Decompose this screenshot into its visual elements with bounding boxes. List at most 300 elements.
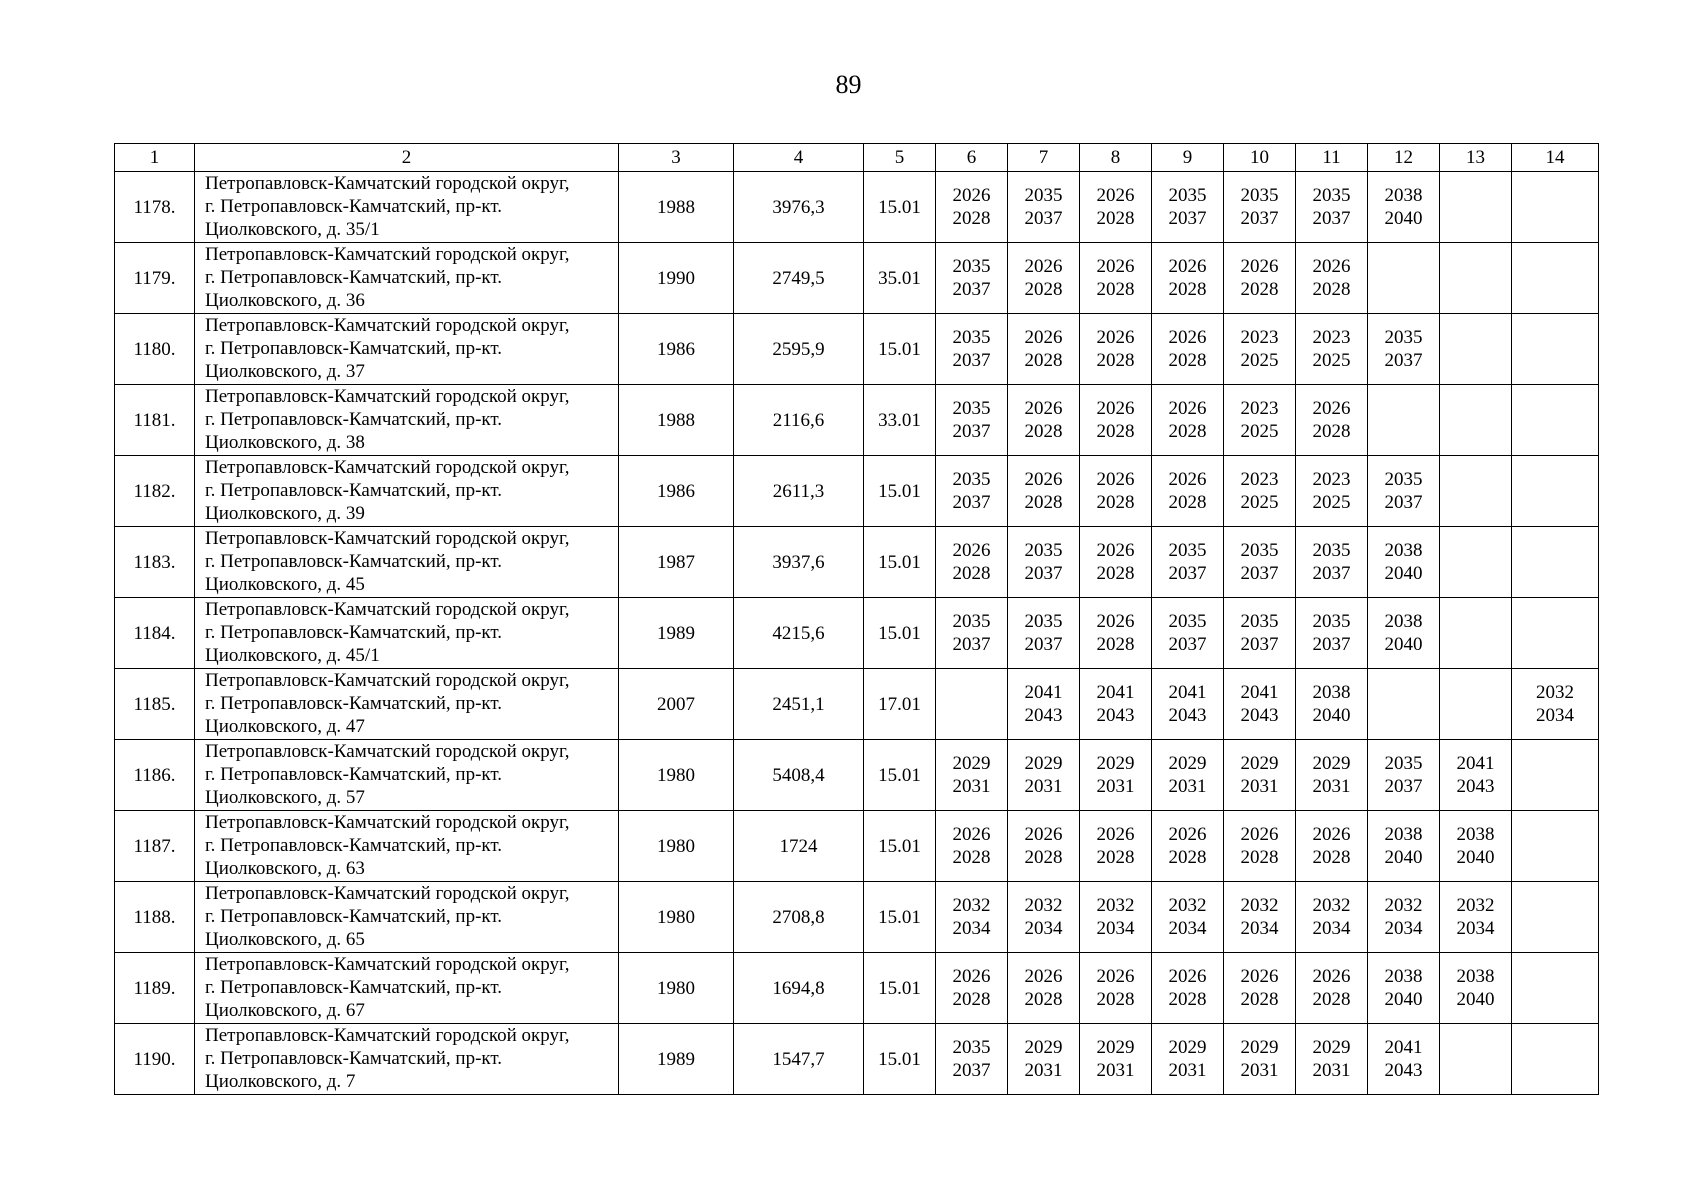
address-line: Петропавловск-Камчатский городской округ, (205, 315, 570, 336)
period-year: 2037 (1384, 776, 1423, 797)
period-cell-col-10 (1224, 953, 1296, 1024)
period-cell-col-12 (1368, 456, 1440, 527)
table-row (115, 314, 1599, 385)
year-built-cell: 1980 (619, 882, 734, 953)
code-cell: 15.01 (864, 598, 936, 669)
period-year: 2026 (1312, 966, 1351, 987)
period-year: 2026 (1096, 469, 1135, 490)
period-year: 2026 (1168, 824, 1207, 845)
period-cell-col-11 (1296, 953, 1368, 1024)
period-year: 2026 (1312, 398, 1351, 419)
period-year: 2034 (1312, 918, 1351, 939)
period-year: 2037 (1312, 208, 1351, 229)
period-year: 2025 (1240, 421, 1279, 442)
period-year: 2034 (1096, 918, 1135, 939)
period-cell-col-14 (1512, 740, 1599, 811)
period-cell-col-9 (1152, 172, 1224, 243)
period-year: 2035 (1168, 611, 1207, 632)
period-cell-col-7 (1008, 456, 1080, 527)
period-year: 2031 (1168, 1060, 1207, 1081)
period-cell-col-12 (1368, 953, 1440, 1024)
area-cell: 3937,6 (734, 527, 864, 598)
period-year: 2031 (1312, 776, 1351, 797)
period-year: 2037 (1024, 208, 1063, 229)
period-year: 2037 (1240, 563, 1279, 584)
code-cell: 15.01 (864, 172, 936, 243)
period-year: 2028 (1024, 421, 1063, 442)
period-year: 2040 (1312, 705, 1351, 726)
period-cell-col-10 (1224, 172, 1296, 243)
period-cell-col-10 (1224, 811, 1296, 882)
period-cell-col-8 (1080, 669, 1152, 740)
period-cell-col-8 (1080, 243, 1152, 314)
period-year: 2029 (1240, 753, 1279, 774)
code-cell: 35.01 (864, 243, 936, 314)
period-year: 2028 (1240, 279, 1279, 300)
area-cell: 5408,4 (734, 740, 864, 811)
page-number: 89 (835, 70, 862, 99)
period-year: 2028 (1312, 847, 1351, 868)
period-year: 2023 (1240, 398, 1279, 419)
period-year: 2043 (1384, 1060, 1423, 1081)
address-line: Циолковского, д. 39 (205, 503, 365, 524)
period-year: 2035 (952, 611, 991, 632)
period-cell-col-11 (1296, 527, 1368, 598)
housing-registry-table (114, 143, 1599, 1095)
column-header-9: 9 (1152, 144, 1224, 172)
period-cell-col-14 (1512, 172, 1599, 243)
period-year: 2028 (1096, 492, 1135, 513)
period-year: 2035 (1024, 540, 1063, 561)
period-year: 2026 (1168, 398, 1207, 419)
period-year: 2037 (952, 634, 991, 655)
period-year: 2026 (1240, 824, 1279, 845)
period-year: 2028 (1096, 634, 1135, 655)
period-year: 2038 (1384, 824, 1423, 845)
period-year: 2031 (952, 776, 991, 797)
period-cell-col-7 (1008, 882, 1080, 953)
period-year: 2035 (1024, 185, 1063, 206)
period-cell-col-10 (1224, 1024, 1296, 1095)
year-built-cell: 1986 (619, 314, 734, 385)
period-year: 2028 (1024, 279, 1063, 300)
address-line: Петропавловск-Камчатский городской округ, (205, 173, 570, 194)
period-cell-col-6 (936, 243, 1008, 314)
period-cell-col-11 (1296, 385, 1368, 456)
period-cell-col-7 (1008, 811, 1080, 882)
period-year: 2037 (1384, 492, 1423, 513)
period-year: 2026 (1240, 966, 1279, 987)
area-cell: 2708,8 (734, 882, 864, 953)
period-year: 2026 (1096, 327, 1135, 348)
area-cell: 2116,6 (734, 385, 864, 456)
address-cell (195, 243, 619, 314)
period-year: 2032 (1024, 895, 1063, 916)
period-cell-col-6 (936, 172, 1008, 243)
address-line: Петропавловск-Камчатский городской округ, (205, 670, 570, 691)
period-cell-col-11 (1296, 1024, 1368, 1095)
row-number-cell: 1181. (115, 385, 195, 456)
period-cell-col-10 (1224, 669, 1296, 740)
period-year: 2026 (1096, 966, 1135, 987)
column-header-4: 4 (734, 144, 864, 172)
period-cell-col-13 (1440, 456, 1512, 527)
period-cell-col-7 (1008, 243, 1080, 314)
period-year: 2040 (1456, 989, 1495, 1010)
period-year: 2040 (1456, 847, 1495, 868)
period-year: 2041 (1168, 682, 1207, 703)
period-year: 2043 (1240, 705, 1279, 726)
period-year: 2035 (1312, 185, 1351, 206)
address-line: Петропавловск-Камчатский городской округ, (205, 1025, 570, 1046)
period-year: 2034 (1024, 918, 1063, 939)
row-number-cell: 1186. (115, 740, 195, 811)
row-number-cell: 1182. (115, 456, 195, 527)
area-cell: 4215,6 (734, 598, 864, 669)
period-year: 2026 (1096, 540, 1135, 561)
table-row (115, 456, 1599, 527)
period-cell-col-8 (1080, 882, 1152, 953)
code-cell: 15.01 (864, 811, 936, 882)
period-cell-col-13 (1440, 527, 1512, 598)
period-year: 2034 (1240, 918, 1279, 939)
period-cell-col-14 (1512, 385, 1599, 456)
code-cell: 15.01 (864, 527, 936, 598)
period-year: 2026 (1168, 966, 1207, 987)
period-year: 2034 (952, 918, 991, 939)
address-line: Циолковского, д. 57 (205, 787, 365, 808)
period-year: 2028 (1312, 279, 1351, 300)
period-year: 2035 (952, 469, 991, 490)
period-cell-col-9 (1152, 385, 1224, 456)
period-year: 2028 (1240, 989, 1279, 1010)
code-cell: 15.01 (864, 953, 936, 1024)
table-row (115, 882, 1599, 953)
period-cell-col-11 (1296, 456, 1368, 527)
period-year: 2025 (1240, 492, 1279, 513)
period-cell-col-12 (1368, 811, 1440, 882)
period-year: 2035 (1312, 611, 1351, 632)
period-year: 2028 (952, 208, 991, 229)
period-year: 2037 (1168, 634, 1207, 655)
period-cell-col-9 (1152, 598, 1224, 669)
row-number-cell: 1180. (115, 314, 195, 385)
row-number-cell: 1184. (115, 598, 195, 669)
area-cell: 1724 (734, 811, 864, 882)
period-cell-col-6 (936, 669, 1008, 740)
period-year: 2043 (1168, 705, 1207, 726)
period-year: 2037 (1168, 563, 1207, 584)
table-header (115, 144, 1599, 172)
address-cell (195, 669, 619, 740)
period-cell-col-7 (1008, 740, 1080, 811)
address-cell (195, 882, 619, 953)
period-year: 2025 (1312, 350, 1351, 371)
address-cell (195, 953, 619, 1024)
period-year: 2026 (1096, 824, 1135, 845)
period-year: 2023 (1312, 327, 1351, 348)
period-cell-col-10 (1224, 598, 1296, 669)
table-row (115, 243, 1599, 314)
period-cell-col-9 (1152, 314, 1224, 385)
period-cell-col-14 (1512, 456, 1599, 527)
address-line: Циолковского, д. 37 (205, 361, 365, 382)
period-year: 2035 (952, 256, 991, 277)
address-line: г. Петропавловск-Камчатский, пр-кт. (205, 267, 503, 288)
period-cell-col-11 (1296, 811, 1368, 882)
address-line: Петропавловск-Камчатский городской округ, (205, 528, 570, 549)
period-cell-col-12 (1368, 669, 1440, 740)
period-cell-col-12 (1368, 882, 1440, 953)
table-row (115, 385, 1599, 456)
row-number-cell: 1179. (115, 243, 195, 314)
period-year: 2028 (1168, 350, 1207, 371)
period-year: 2037 (1384, 350, 1423, 371)
period-year: 2038 (1456, 966, 1495, 987)
period-cell-col-12 (1368, 314, 1440, 385)
period-year: 2026 (1240, 256, 1279, 277)
period-cell-col-6 (936, 456, 1008, 527)
table-row (115, 172, 1599, 243)
period-cell-col-12 (1368, 740, 1440, 811)
period-year: 2034 (1384, 918, 1423, 939)
period-year: 2038 (1312, 682, 1351, 703)
address-line: г. Петропавловск-Камчатский, пр-кт. (205, 196, 503, 217)
year-built-cell: 1989 (619, 1024, 734, 1095)
period-year: 2041 (1096, 682, 1135, 703)
area-cell: 1547,7 (734, 1024, 864, 1095)
period-cell-col-14 (1512, 953, 1599, 1024)
period-cell-col-14 (1512, 243, 1599, 314)
period-year: 2028 (952, 847, 991, 868)
period-cell-col-8 (1080, 527, 1152, 598)
period-year: 2040 (1384, 634, 1423, 655)
period-cell-col-8 (1080, 740, 1152, 811)
period-year: 2028 (1168, 847, 1207, 868)
period-year: 2028 (1024, 492, 1063, 513)
period-cell-col-11 (1296, 882, 1368, 953)
period-year: 2026 (1168, 469, 1207, 490)
period-cell-col-10 (1224, 243, 1296, 314)
column-header-7: 7 (1008, 144, 1080, 172)
period-year: 2028 (952, 563, 991, 584)
year-built-cell: 1988 (619, 385, 734, 456)
period-year: 2035 (952, 1037, 991, 1058)
period-year: 2038 (1384, 611, 1423, 632)
area-cell: 2451,1 (734, 669, 864, 740)
period-cell-col-10 (1224, 385, 1296, 456)
period-year: 2029 (1168, 1037, 1207, 1058)
period-year: 2040 (1384, 989, 1423, 1010)
address-line: г. Петропавловск-Камчатский, пр-кт. (205, 338, 503, 359)
period-year: 2031 (1096, 776, 1135, 797)
period-year: 2038 (1384, 540, 1423, 561)
period-year: 2032 (1168, 895, 1207, 916)
column-header-3: 3 (619, 144, 734, 172)
period-year: 2038 (1384, 185, 1423, 206)
period-year: 2037 (952, 492, 991, 513)
period-cell-col-10 (1224, 882, 1296, 953)
period-year: 2034 (1536, 705, 1574, 726)
period-year: 2038 (1384, 966, 1423, 987)
period-year: 2031 (1312, 1060, 1351, 1081)
period-year: 2026 (1024, 398, 1063, 419)
period-cell-col-13 (1440, 243, 1512, 314)
period-cell-col-8 (1080, 811, 1152, 882)
period-year: 2028 (1168, 421, 1207, 442)
period-year: 2032 (1096, 895, 1135, 916)
period-year: 2028 (1096, 421, 1135, 442)
period-year: 2035 (1240, 185, 1279, 206)
code-cell: 15.01 (864, 1024, 936, 1095)
period-year: 2028 (1096, 563, 1135, 584)
address-line: Петропавловск-Камчатский городской округ, (205, 812, 570, 833)
period-cell-col-9 (1152, 669, 1224, 740)
period-year: 2029 (1024, 753, 1063, 774)
period-year: 2035 (952, 327, 991, 348)
period-year: 2025 (1240, 350, 1279, 371)
address-cell (195, 811, 619, 882)
period-year: 2032 (952, 895, 991, 916)
period-year: 2029 (1312, 753, 1351, 774)
year-built-cell: 1980 (619, 811, 734, 882)
period-year: 2026 (952, 185, 991, 206)
address-line: Циолковского, д. 45 (205, 574, 365, 595)
period-cell-col-14 (1512, 527, 1599, 598)
table-row (115, 740, 1599, 811)
period-year: 2026 (1024, 256, 1063, 277)
period-year: 2040 (1384, 847, 1423, 868)
period-cell-col-11 (1296, 314, 1368, 385)
period-cell-col-14 (1512, 811, 1599, 882)
period-cell-col-9 (1152, 953, 1224, 1024)
period-cell-col-8 (1080, 456, 1152, 527)
address-cell (195, 527, 619, 598)
table-row (115, 811, 1599, 882)
period-year: 2026 (1024, 824, 1063, 845)
table-row (115, 598, 1599, 669)
period-year: 2028 (1096, 847, 1135, 868)
period-year: 2037 (1240, 634, 1279, 655)
period-year: 2028 (1312, 989, 1351, 1010)
row-number-cell: 1188. (115, 882, 195, 953)
period-cell-col-12 (1368, 1024, 1440, 1095)
period-cell-col-6 (936, 811, 1008, 882)
period-cell-col-10 (1224, 456, 1296, 527)
period-cell-col-8 (1080, 314, 1152, 385)
period-cell-col-6 (936, 385, 1008, 456)
table-row (115, 669, 1599, 740)
period-year: 2037 (1168, 208, 1207, 229)
period-year: 2026 (1312, 256, 1351, 277)
area-cell: 2749,5 (734, 243, 864, 314)
period-cell-col-9 (1152, 243, 1224, 314)
address-line: г. Петропавловск-Камчатский, пр-кт. (205, 764, 503, 785)
period-year: 2037 (1024, 634, 1063, 655)
address-line: г. Петропавловск-Камчатский, пр-кт. (205, 409, 503, 430)
period-year: 2037 (952, 350, 991, 371)
period-cell-col-7 (1008, 669, 1080, 740)
period-cell-col-8 (1080, 1024, 1152, 1095)
address-line: Петропавловск-Камчатский городской округ, (205, 386, 570, 407)
column-header-2: 2 (195, 144, 619, 172)
period-cell-col-13 (1440, 385, 1512, 456)
period-year: 2037 (1312, 634, 1351, 655)
row-number-cell: 1189. (115, 953, 195, 1024)
period-cell-col-13 (1440, 1024, 1512, 1095)
period-year: 2035 (952, 398, 991, 419)
period-year: 2037 (1024, 563, 1063, 584)
period-year: 2035 (1024, 611, 1063, 632)
period-year: 2035 (1384, 327, 1423, 348)
period-year: 2026 (952, 824, 991, 845)
address-line: г. Петропавловск-Камчатский, пр-кт. (205, 906, 503, 927)
period-year: 2026 (1024, 327, 1063, 348)
period-cell-col-11 (1296, 598, 1368, 669)
period-year: 2031 (1240, 1060, 1279, 1081)
period-cell-col-11 (1296, 669, 1368, 740)
period-cell-col-9 (1152, 882, 1224, 953)
period-cell-col-12 (1368, 385, 1440, 456)
period-cell-col-13 (1440, 314, 1512, 385)
period-year: 2035 (1240, 611, 1279, 632)
period-cell-col-7 (1008, 527, 1080, 598)
period-year: 2023 (1240, 469, 1279, 490)
address-line: г. Петропавловск-Камчатский, пр-кт. (205, 622, 503, 643)
period-year: 2041 (1024, 682, 1063, 703)
period-cell-col-9 (1152, 811, 1224, 882)
period-cell-col-12 (1368, 243, 1440, 314)
period-cell-col-10 (1224, 527, 1296, 598)
period-cell-col-6 (936, 598, 1008, 669)
table-row (115, 953, 1599, 1024)
period-year: 2035 (1312, 540, 1351, 561)
period-year: 2029 (1096, 1037, 1135, 1058)
address-line: Петропавловск-Камчатский городской округ, (205, 599, 570, 620)
period-year: 2032 (1536, 682, 1574, 703)
column-header-10: 10 (1224, 144, 1296, 172)
period-year: 2029 (1024, 1037, 1063, 1058)
address-line: Циолковского, д. 67 (205, 1000, 365, 1021)
address-line: г. Петропавловск-Камчатский, пр-кт. (205, 1048, 503, 1069)
period-year: 2035 (1168, 540, 1207, 561)
period-year: 2031 (1024, 776, 1063, 797)
period-year: 2026 (1168, 327, 1207, 348)
address-line: Петропавловск-Камчатский городской округ, (205, 954, 570, 975)
period-cell-col-12 (1368, 172, 1440, 243)
address-cell (195, 1024, 619, 1095)
year-built-cell: 1987 (619, 527, 734, 598)
period-year: 2029 (1168, 753, 1207, 774)
period-cell-col-14 (1512, 314, 1599, 385)
period-year: 2035 (1168, 185, 1207, 206)
row-number-cell: 1190. (115, 1024, 195, 1095)
period-year: 2026 (1096, 611, 1135, 632)
address-cell (195, 385, 619, 456)
year-built-cell: 1986 (619, 456, 734, 527)
period-cell-col-14 (1512, 669, 1599, 740)
period-year: 2031 (1096, 1060, 1135, 1081)
period-year: 2037 (952, 279, 991, 300)
row-number-cell: 1185. (115, 669, 195, 740)
period-cell-col-13 (1440, 669, 1512, 740)
address-cell (195, 740, 619, 811)
period-cell-col-6 (936, 314, 1008, 385)
period-cell-col-9 (1152, 527, 1224, 598)
period-year: 2026 (1096, 185, 1135, 206)
period-cell-col-13 (1440, 811, 1512, 882)
address-line: г. Петропавловск-Камчатский, пр-кт. (205, 977, 503, 998)
